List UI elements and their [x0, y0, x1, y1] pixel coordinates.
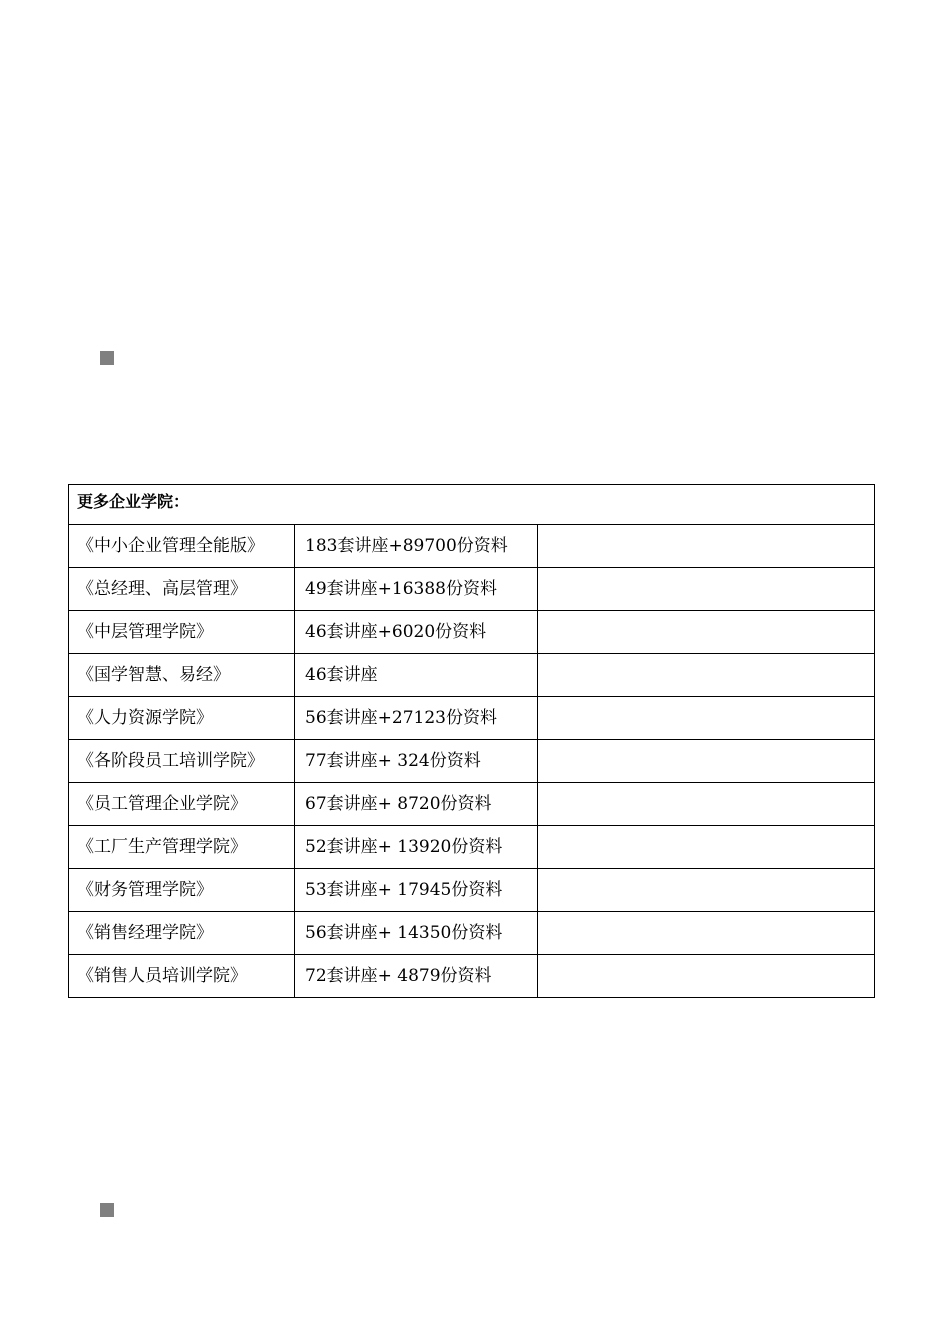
academy-note: [538, 654, 875, 697]
table-row: [69, 525, 875, 568]
academy-note: [538, 525, 875, 568]
academy-content: 52套讲座+ 13920份资料: [295, 826, 538, 869]
academy-content: 67套讲座+ 8720份资料: [295, 783, 538, 826]
academy-name: 《员工管理企业学院》: [69, 783, 295, 826]
academy-note: [538, 783, 875, 826]
table-row: [69, 783, 875, 826]
academy-name: 《销售人员培训学院》: [69, 955, 295, 998]
academy-content: 183套讲座+89700份资料: [295, 525, 538, 568]
academy-name: 《财务管理学院》: [69, 869, 295, 912]
academy-content: 46套讲座+6020份资料: [295, 611, 538, 654]
academy-content: 56套讲座+27123份资料: [295, 697, 538, 740]
academy-name: 《中小企业管理全能版》: [69, 525, 295, 568]
academy-name: 《工厂生产管理学院》: [69, 826, 295, 869]
table-row: [69, 697, 875, 740]
academy-content: 46套讲座: [295, 654, 538, 697]
academy-note: [538, 697, 875, 740]
academy-note: [538, 955, 875, 998]
academy-note: [538, 826, 875, 869]
table-row: [69, 611, 875, 654]
table-row: [69, 869, 875, 912]
academy-note: [538, 912, 875, 955]
academy-note: [538, 568, 875, 611]
table-row: [69, 955, 875, 998]
table-row: [69, 912, 875, 955]
academy-content: 49套讲座+16388份资料: [295, 568, 538, 611]
academy-content: 56套讲座+ 14350份资料: [295, 912, 538, 955]
academy-name: 《中层管理学院》: [69, 611, 295, 654]
academy-table: [68, 484, 875, 998]
bullet-square-icon: [100, 351, 114, 365]
table-row: [69, 568, 875, 611]
academy-content: 77套讲座+ 324份资料: [295, 740, 538, 783]
bullet-square-icon: [100, 1203, 114, 1217]
academy-name: 《各阶段员工培训学院》: [69, 740, 295, 783]
academy-note: [538, 869, 875, 912]
table-header: 更多企业学院：: [69, 485, 875, 525]
academy-name: 《人力资源学院》: [69, 697, 295, 740]
academy-content: 53套讲座+ 17945份资料: [295, 869, 538, 912]
academy-name: 《销售经理学院》: [69, 912, 295, 955]
table-header-row: [69, 485, 875, 525]
academy-note: [538, 611, 875, 654]
academy-name: 《国学智慧、易经》: [69, 654, 295, 697]
table-row: [69, 654, 875, 697]
academy-content: 72套讲座+ 4879份资料: [295, 955, 538, 998]
table-row: [69, 826, 875, 869]
academy-name: 《总经理、高层管理》: [69, 568, 295, 611]
table-row: [69, 740, 875, 783]
academy-note: [538, 740, 875, 783]
